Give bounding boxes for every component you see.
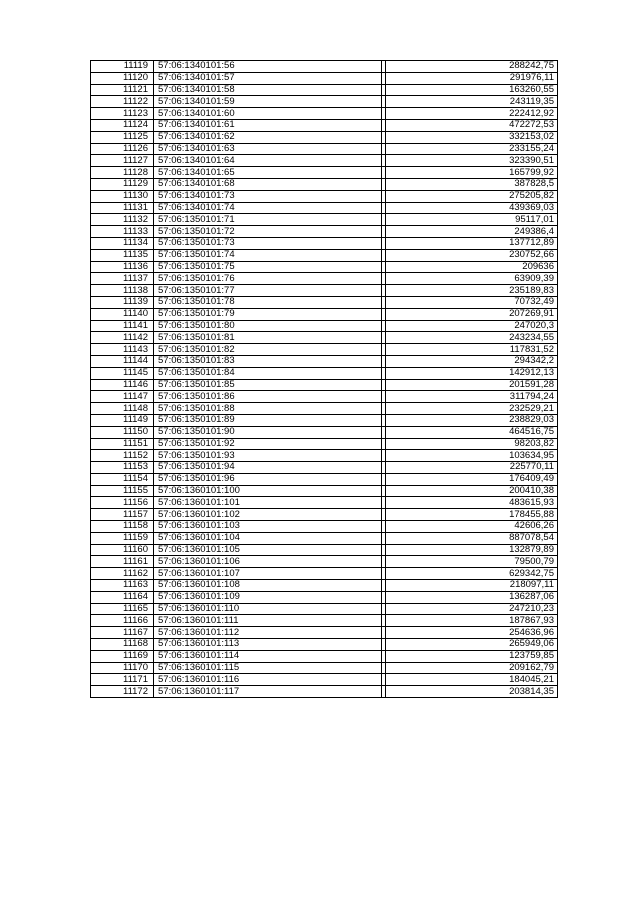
row-number-cell: 11148 [91, 403, 154, 415]
table-row [91, 214, 558, 226]
table-row [91, 261, 558, 273]
cadastral-number-cell: 57:06:1360101:117 [154, 686, 382, 698]
row-number-cell: 11158 [91, 521, 154, 533]
cadastral-value-cell: 132879,89 [386, 544, 558, 556]
table-row [91, 674, 558, 686]
table-row [91, 237, 558, 249]
row-number-cell: 11171 [91, 674, 154, 686]
table-row [91, 379, 558, 391]
table-row [91, 190, 558, 202]
row-number-cell: 11165 [91, 603, 154, 615]
row-number-cell: 11122 [91, 96, 154, 108]
row-number-cell: 11168 [91, 639, 154, 651]
row-number-cell: 11155 [91, 485, 154, 497]
table-row [91, 414, 558, 426]
row-number-cell: 11137 [91, 273, 154, 285]
cadastral-number-cell: 57:06:1340101:73 [154, 190, 382, 202]
row-number-cell: 11142 [91, 332, 154, 344]
cadastral-value-cell: 472272,53 [386, 119, 558, 131]
cadastral-value-cell: 230752,66 [386, 249, 558, 261]
table-row [91, 591, 558, 603]
cadastral-number-cell: 57:06:1350101:90 [154, 426, 382, 438]
cadastral-number-cell: 57:06:1360101:115 [154, 662, 382, 674]
row-number-cell: 11131 [91, 202, 154, 214]
cadastral-value-cell: 629342,75 [386, 568, 558, 580]
table-row [91, 155, 558, 167]
table-row [91, 96, 558, 108]
cadastral-value-cell: 203814,35 [386, 686, 558, 698]
row-number-cell: 11125 [91, 131, 154, 143]
table-row [91, 332, 558, 344]
cadastral-value-cell: 243119,35 [386, 96, 558, 108]
cadastral-number-cell: 57:06:1350101:75 [154, 261, 382, 273]
table-row [91, 462, 558, 474]
cadastral-value-cell: 178455,88 [386, 509, 558, 521]
row-number-cell: 11161 [91, 556, 154, 568]
table-row [91, 568, 558, 580]
cadastral-number-cell: 57:06:1340101:62 [154, 131, 382, 143]
cadastral-number-cell: 57:06:1360101:105 [154, 544, 382, 556]
row-number-cell: 11164 [91, 591, 154, 603]
row-number-cell: 11151 [91, 438, 154, 450]
row-number-cell: 11167 [91, 627, 154, 639]
cadastral-value-cell: 233155,24 [386, 143, 558, 155]
row-number-cell: 11139 [91, 296, 154, 308]
cadastral-value-cell: 218097,11 [386, 580, 558, 592]
cadastral-value-cell: 294342,2 [386, 355, 558, 367]
table-row [91, 426, 558, 438]
cadastral-number-cell: 57:06:1350101:89 [154, 414, 382, 426]
table-row [91, 119, 558, 131]
cadastral-value-cell: 249386,4 [386, 226, 558, 238]
cadastral-value-cell: 483615,93 [386, 497, 558, 509]
table-row [91, 650, 558, 662]
cadastral-value-cell: 291976,11 [386, 72, 558, 84]
cadastral-value-cell: 201591,28 [386, 379, 558, 391]
row-number-cell: 11169 [91, 650, 154, 662]
row-number-cell: 11141 [91, 320, 154, 332]
row-number-cell: 11162 [91, 568, 154, 580]
row-number-cell: 11135 [91, 249, 154, 261]
table-row [91, 84, 558, 96]
table-row [91, 131, 558, 143]
table-body [91, 61, 558, 698]
cadastral-value-cell: 464516,75 [386, 426, 558, 438]
row-number-cell: 11120 [91, 72, 154, 84]
cadastral-number-cell: 57:06:1360101:106 [154, 556, 382, 568]
cadastral-number-cell: 57:06:1360101:108 [154, 580, 382, 592]
table-row [91, 273, 558, 285]
table-row [91, 473, 558, 485]
row-number-cell: 11172 [91, 686, 154, 698]
cadastral-number-cell: 57:06:1350101:71 [154, 214, 382, 226]
cadastral-value-cell: 247210,23 [386, 603, 558, 615]
row-number-cell: 11130 [91, 190, 154, 202]
cadastral-value-cell: 187867,93 [386, 615, 558, 627]
cadastral-number-cell: 57:06:1350101:88 [154, 403, 382, 415]
cadastral-number-cell: 57:06:1340101:68 [154, 178, 382, 190]
row-number-cell: 11146 [91, 379, 154, 391]
row-number-cell: 11153 [91, 462, 154, 474]
cadastral-value-cell: 79500,79 [386, 556, 558, 568]
cadastral-number-cell: 57:06:1340101:56 [154, 61, 382, 73]
table-row [91, 438, 558, 450]
row-number-cell: 11136 [91, 261, 154, 273]
cadastral-number-cell: 57:06:1340101:64 [154, 155, 382, 167]
cadastral-value-cell: 123759,85 [386, 650, 558, 662]
table-row [91, 580, 558, 592]
table-row [91, 532, 558, 544]
row-number-cell: 11129 [91, 178, 154, 190]
cadastral-number-cell: 57:06:1360101:113 [154, 639, 382, 651]
cadastral-number-cell: 57:06:1360101:111 [154, 615, 382, 627]
cadastral-number-cell: 57:06:1360101:104 [154, 532, 382, 544]
cadastral-number-cell: 57:06:1360101:107 [154, 568, 382, 580]
row-number-cell: 11127 [91, 155, 154, 167]
cadastral-number-cell: 57:06:1350101:78 [154, 296, 382, 308]
cadastral-value-cell: 247020,3 [386, 320, 558, 332]
row-number-cell: 11152 [91, 450, 154, 462]
table-row [91, 355, 558, 367]
table-row [91, 391, 558, 403]
table-row [91, 544, 558, 556]
cadastral-number-cell: 57:06:1360101:102 [154, 509, 382, 521]
row-number-cell: 11150 [91, 426, 154, 438]
cadastral-number-cell: 57:06:1350101:86 [154, 391, 382, 403]
cadastral-value-cell: 176409,49 [386, 473, 558, 485]
cadastral-value-cell: 323390,51 [386, 155, 558, 167]
table-row [91, 686, 558, 698]
table-row [91, 320, 558, 332]
cadastral-value-cell: 103634,95 [386, 450, 558, 462]
cadastral-number-cell: 57:06:1350101:96 [154, 473, 382, 485]
cadastral-number-cell: 57:06:1350101:82 [154, 344, 382, 356]
cadastral-number-cell: 57:06:1350101:85 [154, 379, 382, 391]
cadastral-number-cell: 57:06:1350101:73 [154, 237, 382, 249]
row-number-cell: 11144 [91, 355, 154, 367]
table-row [91, 308, 558, 320]
cadastral-number-cell: 57:06:1340101:60 [154, 108, 382, 120]
cadastral-value-cell: 98203,82 [386, 438, 558, 450]
row-number-cell: 11157 [91, 509, 154, 521]
row-number-cell: 11147 [91, 391, 154, 403]
cadastral-number-cell: 57:06:1350101:79 [154, 308, 382, 320]
cadastral-number-cell: 57:06:1360101:116 [154, 674, 382, 686]
cadastral-value-cell: 235189,83 [386, 285, 558, 297]
table-row [91, 108, 558, 120]
cadastral-number-cell: 57:06:1360101:103 [154, 521, 382, 533]
cadastral-number-cell: 57:06:1340101:59 [154, 96, 382, 108]
table-row [91, 403, 558, 415]
row-number-cell: 11134 [91, 237, 154, 249]
cadastral-number-cell: 57:06:1340101:57 [154, 72, 382, 84]
cadastral-value-cell: 887078,54 [386, 532, 558, 544]
cadastral-value-cell: 232529,21 [386, 403, 558, 415]
cadastral-number-cell: 57:06:1360101:110 [154, 603, 382, 615]
table-row [91, 296, 558, 308]
cadastral-number-cell: 57:06:1340101:58 [154, 84, 382, 96]
table-row [91, 72, 558, 84]
row-number-cell: 11156 [91, 497, 154, 509]
row-number-cell: 11154 [91, 473, 154, 485]
cadastral-value-cell: 209162,79 [386, 662, 558, 674]
table-row [91, 485, 558, 497]
cadastral-value-cell: 200410,38 [386, 485, 558, 497]
cadastral-value-table [90, 60, 558, 698]
cadastral-value-cell: 95117,01 [386, 214, 558, 226]
table-row [91, 509, 558, 521]
table-row [91, 627, 558, 639]
table-row [91, 603, 558, 615]
cadastral-number-cell: 57:06:1340101:61 [154, 119, 382, 131]
cadastral-number-cell: 57:06:1350101:94 [154, 462, 382, 474]
row-number-cell: 11133 [91, 226, 154, 238]
row-number-cell: 11119 [91, 61, 154, 73]
row-number-cell: 11121 [91, 84, 154, 96]
cadastral-number-cell: 57:06:1360101:114 [154, 650, 382, 662]
table-row [91, 639, 558, 651]
table-row [91, 249, 558, 261]
cadastral-value-cell: 209636 [386, 261, 558, 273]
row-number-cell: 11126 [91, 143, 154, 155]
cadastral-value-cell: 165799,92 [386, 167, 558, 179]
row-number-cell: 11145 [91, 367, 154, 379]
cadastral-number-cell: 57:06:1360101:100 [154, 485, 382, 497]
cadastral-number-cell: 57:06:1350101:76 [154, 273, 382, 285]
row-number-cell: 11123 [91, 108, 154, 120]
table-row [91, 450, 558, 462]
table-row [91, 344, 558, 356]
cadastral-value-cell: 265949,06 [386, 639, 558, 651]
cadastral-value-cell: 184045,21 [386, 674, 558, 686]
row-number-cell: 11128 [91, 167, 154, 179]
cadastral-number-cell: 57:06:1350101:81 [154, 332, 382, 344]
cadastral-number-cell: 57:06:1350101:77 [154, 285, 382, 297]
cadastral-value-cell: 42606,26 [386, 521, 558, 533]
table-row [91, 285, 558, 297]
cadastral-number-cell: 57:06:1340101:65 [154, 167, 382, 179]
cadastral-number-cell: 57:06:1350101:72 [154, 226, 382, 238]
cadastral-number-cell: 57:06:1360101:109 [154, 591, 382, 603]
row-number-cell: 11170 [91, 662, 154, 674]
cadastral-value-cell: 70732,49 [386, 296, 558, 308]
cadastral-value-cell: 117831,52 [386, 344, 558, 356]
table-row [91, 556, 558, 568]
cadastral-value-cell: 311794,24 [386, 391, 558, 403]
row-number-cell: 11149 [91, 414, 154, 426]
cadastral-number-cell: 57:06:1360101:112 [154, 627, 382, 639]
cadastral-value-cell: 387828,5 [386, 178, 558, 190]
cadastral-value-cell: 63909,39 [386, 273, 558, 285]
cadastral-number-cell: 57:06:1350101:84 [154, 367, 382, 379]
row-number-cell: 11124 [91, 119, 154, 131]
cadastral-number-cell: 57:06:1340101:63 [154, 143, 382, 155]
cadastral-number-cell: 57:06:1360101:101 [154, 497, 382, 509]
row-number-cell: 11143 [91, 344, 154, 356]
table-row [91, 178, 558, 190]
cadastral-number-cell: 57:06:1340101:74 [154, 202, 382, 214]
cadastral-value-cell: 439369,03 [386, 202, 558, 214]
cadastral-number-cell: 57:06:1350101:92 [154, 438, 382, 450]
row-number-cell: 11159 [91, 532, 154, 544]
table-row [91, 61, 558, 73]
table-row [91, 662, 558, 674]
cadastral-value-cell: 207269,91 [386, 308, 558, 320]
cadastral-value-cell: 238829,03 [386, 414, 558, 426]
table-row [91, 167, 558, 179]
cadastral-number-cell: 57:06:1350101:80 [154, 320, 382, 332]
cadastral-value-cell: 254636,96 [386, 627, 558, 639]
table-row [91, 615, 558, 627]
cadastral-number-cell: 57:06:1350101:74 [154, 249, 382, 261]
row-number-cell: 11166 [91, 615, 154, 627]
cadastral-value-cell: 225770,11 [386, 462, 558, 474]
cadastral-value-cell: 243234,55 [386, 332, 558, 344]
cadastral-value-cell: 332153,02 [386, 131, 558, 143]
table-row [91, 202, 558, 214]
table-row [91, 143, 558, 155]
cadastral-value-cell: 222412,92 [386, 108, 558, 120]
cadastral-number-cell: 57:06:1350101:83 [154, 355, 382, 367]
table-row [91, 521, 558, 533]
cadastral-number-cell: 57:06:1350101:93 [154, 450, 382, 462]
row-number-cell: 11163 [91, 580, 154, 592]
cadastral-value-cell: 288242,75 [386, 61, 558, 73]
cadastral-value-cell: 137712,89 [386, 237, 558, 249]
cadastral-value-cell: 163260,55 [386, 84, 558, 96]
table-row [91, 226, 558, 238]
row-number-cell: 11160 [91, 544, 154, 556]
cadastral-value-cell: 136287,06 [386, 591, 558, 603]
row-number-cell: 11140 [91, 308, 154, 320]
cadastral-value-cell: 275205,82 [386, 190, 558, 202]
row-number-cell: 11138 [91, 285, 154, 297]
row-number-cell: 11132 [91, 214, 154, 226]
cadastral-value-cell: 142912,13 [386, 367, 558, 379]
table-row [91, 497, 558, 509]
table-row [91, 367, 558, 379]
